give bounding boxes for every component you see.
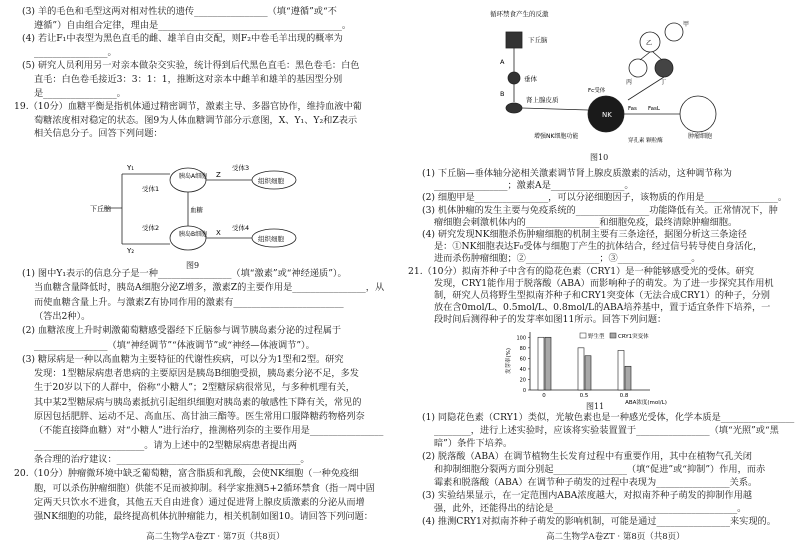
fig10-fasl: FasL — [648, 106, 660, 112]
legend-swatch — [610, 333, 616, 338]
left-page — [8, 0, 392, 550]
text-line: (2) 血糖浓度上升时刺激葡萄糖感受器经下丘脑参与调节胰岛素分泌的过程属于 — [22, 325, 342, 337]
fig9-blood-sugar: 血糖 — [190, 206, 203, 214]
fig10-perforin: 穿孔素 颗粒酶 — [628, 138, 663, 144]
text-line: ________________。 — [34, 46, 117, 58]
text-line: (3) 羊的毛色和毛型这两对相对性状的遗传________________（填“遵循”或“不 — [22, 6, 337, 17]
fig9-tissue2: 组织细胞 — [258, 235, 284, 243]
x-tick-label: 0.8 — [619, 393, 629, 399]
y-tick-label: 80 — [519, 345, 526, 352]
fig9-tissue1: 组织细胞 — [258, 177, 284, 185]
fig10-fc: Fc受体 — [588, 88, 606, 94]
bar — [585, 356, 591, 390]
text-line: 20.（10分）肿瘤微环境中缺乏葡萄糖，富含脂质和乳酸，会使NK细胞（一种免疫细 — [14, 468, 359, 480]
text-line: 当血糖含量降低时，胰岛A细胞分泌Z增多，激素Z的主要作用是________________，从 — [34, 282, 385, 294]
text-line: 遵循”）自由组合定律，理由是________________________________________。 — [34, 19, 352, 31]
bar — [538, 337, 544, 390]
y-tick-label: 60 — [519, 356, 526, 363]
y-tick-label: 20 — [519, 377, 526, 384]
fig10-adrenal: 肾上腺皮质 — [526, 96, 559, 104]
y-axis-label: 发芽率(%) — [506, 347, 512, 375]
fig9-caption: 图9 — [186, 261, 200, 270]
text-line: (3) 实验结果显示，在一定范围内ABA浓度越大，对拟南芥种子萌发的抑制作用越 — [422, 490, 752, 501]
fig9-islet-b: 胰岛B细胞 — [179, 231, 208, 238]
fig9-islet-a: 胰岛A细胞 — [179, 173, 208, 180]
text-line: 是________________。 — [34, 87, 126, 99]
text-line: 19.（10分）血糖平衡是指机体通过精密调节，激素主导、多器官协作，维持血液中葡 — [14, 101, 362, 113]
y-tick-label: 40 — [519, 366, 526, 373]
text-line: (3) 机体肿瘤的发生主要与免疫系统的________________功能降低有关。正常情况下，肿 — [422, 204, 778, 216]
fig9-receptor4: 受体4 — [232, 224, 250, 232]
figure-11-chart — [502, 324, 702, 404]
legend-label: CRY1突变体 — [618, 334, 649, 340]
text-line: (1) 同隐花色素（CRY1）类似，光敏色素也是一种感光受体，化学本质是________________ — [422, 412, 795, 423]
y-tick-label: 0 — [522, 388, 526, 394]
bar — [578, 348, 584, 390]
fig10-nk: NK — [602, 111, 612, 119]
left-footer: 高二生物学A卷ZT · 第7页（共8页） — [146, 532, 285, 542]
right-footer: 高二生物学A卷ZT · 第8页（共8页） — [546, 532, 685, 542]
text-line: 生于20岁以下的人群中，俗称“小糖人”；2型糖尿病很常见，与多种机理有关， — [34, 382, 355, 394]
text-line: (1) 下丘脑—垂体轴分泌相关激素调节肾上腺皮质激素的活动，这种调节称为 — [422, 168, 732, 179]
text-line: 放在含0mol/L、0.5mol/L、0.8mol/L的ABA培养基中，置于适宜条件下培养，一 — [434, 302, 771, 314]
text-line: 段时间后测得种子的发芽率如图11所示。回答下列问题： — [434, 314, 667, 326]
fig10-fasting: 循环禁食产生的反激 — [490, 10, 549, 18]
bar — [625, 366, 631, 390]
text-line: 强NK细胞的功能，最终提高机体抗肿瘤能力，相关机制如图10。请回答下列问题： — [34, 511, 373, 523]
text-line: 萄糖浓度相对稳定的状态。图9为人体血糖调节部分示意图，X、Y₁、Y₂和Z表示 — [34, 114, 358, 126]
fig10-b-cell: 乙 — [646, 40, 653, 47]
fig9-receptor3: 受体3 — [232, 164, 250, 172]
text-line: 发现，CRY1能作用于脱落酸（ABA）而影响种子的萌发。为了进一步探究其作用机 — [434, 277, 774, 289]
text-line: (5) 研究人员利用另一对亲本做杂交实验，统计得到后代黑色直毛：黑色卷毛：白色 — [22, 60, 360, 72]
legend-label: 野生型 — [588, 334, 605, 340]
text-line: (4) 研究发现NK细胞杀伤肿瘤细胞的机制主要有三条途径，据图分析这三条途径 — [422, 229, 747, 240]
text-line: (4) 若让F₁中表型为黑色直毛的雌、雄羊自由交配，则F₂中卷毛羊出现的概率为 — [22, 33, 343, 45]
text-line: （答出2种）。 — [34, 310, 91, 322]
figure-9 — [90, 160, 312, 260]
fig9-x: X — [216, 229, 221, 237]
fig9-y1: Y₁ — [127, 164, 135, 172]
text-line: 是：①NK细胞表达F₀受体与细胞丁产生的抗体结合，经过信号转导使自身活化， — [434, 241, 763, 253]
fig10-hypothalamus: 下丘脑 — [528, 36, 548, 44]
fig9-receptor2: 受体2 — [142, 224, 160, 232]
fig10-caption: 图10 — [590, 153, 609, 162]
text-line: (2) 脱落酸（ABA）在调节植物生长发育过程中有重要作用，其中在植物气孔关闭 — [422, 451, 752, 462]
x-tick-label: 0 — [542, 393, 546, 399]
text-line: (3) 糖尿病是一种以高血糖为主要特征的代谢性疾病，可以分为1型和2型。研究 — [22, 353, 344, 365]
text-line: 进而杀伤肿瘤细胞；②________________；③________________。 — [434, 253, 701, 265]
fig10-pituitary: 垂体 — [524, 75, 537, 83]
right-page — [408, 0, 795, 550]
text-line: 和抑制细胞分裂两方面分别起________________（填“促进”或“抑制”）作用，而赤 — [434, 464, 766, 475]
text-line: 条合理的治疗建议：________________________________________。 — [34, 453, 310, 465]
text-line: 胞，可以杀伤肿瘤细胞）供能不足而被抑制。科学家推测5+2循环禁食（指一周中固 — [34, 482, 375, 494]
fig10-c: 丙 — [626, 79, 633, 86]
text-line: 直毛：白色卷毛接近3：3：1：1，推断这对亲本中雌羊和雄羊的基因型分别 — [34, 74, 343, 85]
text-line: ________________________。请为上述中的2型糖尿病患者提出两 — [34, 439, 298, 451]
text-line: 相关信息分子。回答下列问题： — [34, 128, 163, 140]
text-line: 制，研究人员将野生型拟南芥种子和CRY1突变体（无法合成CRY1）的种子，分别 — [434, 290, 770, 301]
text-line: （不能直接降血糖）对“小糖人”进行治疗，推测格列奈的主要作用是________________ — [34, 425, 384, 437]
text-line: ________________（填“神经调节”“体液调节”或“神经—体液调节”）。 — [34, 339, 315, 351]
text-line: 暗”）条件下培养。 — [434, 438, 513, 449]
text-line: 发现：1型糖尿病患者患病的主要原因是胰岛B细胞受损，胰岛素分泌不足，多发 — [34, 368, 359, 380]
text-line: (1) 图中Y₁表示的信息分子是一种________________（填“激素”或“神经递质”）。 — [22, 268, 347, 279]
text-line: 定两天只饮水不进食，其他五天自由进食）通过促进肾上腺皮质激素的分泌从而增 — [34, 496, 365, 508]
fig10-a: A — [500, 58, 505, 66]
fig9-receptor1: 受体1 — [142, 185, 160, 193]
fig10-nk-enhance: 增强NK细胞功能 — [534, 133, 579, 140]
x-tick-label: 0.5 — [579, 393, 589, 399]
text-line: (2) 细胞甲是________________，可以分泌细胞因子，该物质的作用是________________。 — [422, 192, 788, 204]
fig11-caption: 图11 — [586, 402, 605, 411]
text-line: 其中某2型糖尿病与胰岛素抵抗引起组织细胞对胰岛素的敏感性下降有关，常见的 — [34, 396, 362, 408]
bar — [618, 350, 624, 390]
text-line: 而使血糖含量上升。与激素Z有协同作用的激素有________________________ — [34, 296, 344, 308]
fig9-hypothalamus: 下丘脑 — [90, 205, 111, 213]
fig9-y2: Y₂ — [127, 247, 135, 255]
figure-10 — [478, 2, 748, 152]
fig9-z: Z — [216, 171, 221, 179]
fig10-fas: Fas — [628, 106, 637, 112]
text-line: 强，此外，还能得出的结论是________________________________________。 — [434, 503, 747, 514]
text-line: (4) 推测CRY1对拟南芥种子萌发的影响机制，可能是通过________________来实现的。 — [422, 516, 776, 527]
bar — [545, 337, 551, 390]
fig10-b: B — [500, 90, 505, 98]
text-line: 原因包括肥胖、运动不足、高血压、高甘油三酯等。医生常用口服降糖药物格列奈 — [34, 411, 365, 422]
y-tick-label: 100 — [516, 335, 526, 342]
text-line: ________________；激素A是________________。 — [434, 180, 634, 192]
text-line: 瘤细胞会刺激机体内的________________和细胞免疫，最终清除肿瘤细胞。 — [434, 216, 738, 228]
fig10-d: 丁 — [660, 79, 667, 86]
x-axis-label: ABA浓度(mol/L) — [625, 400, 667, 406]
text-line: ________，进行上述实验时，应该将实验装置置于________________（填“光照”或“黑 — [434, 425, 779, 436]
fig10-antigen: 甲 — [683, 21, 690, 28]
legend-swatch — [580, 333, 586, 338]
text-line: 21.（10分）拟南芥种子中含有的隐花色素（CRY1）是一种能够感受光的受体。研究 — [408, 265, 754, 277]
fig10-tumor: 肿瘤细胞 — [688, 133, 713, 140]
text-line: 霉素和脱落酸（ABA）在调节种子萌发的过程中表现为________________关系。 — [434, 477, 758, 488]
